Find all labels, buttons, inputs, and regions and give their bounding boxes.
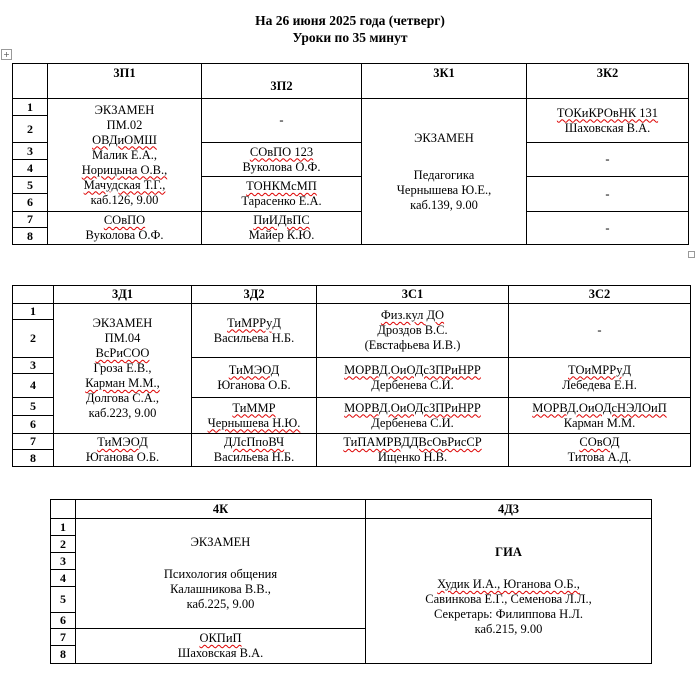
lesson-cell: ТиМРРуД Васильева Н.Б. — [192, 304, 317, 358]
lesson-number: 3 — [51, 553, 76, 570]
lesson-number: 4 — [13, 160, 48, 177]
lesson-number: 5 — [13, 398, 54, 416]
lesson-cell: СОвОД Титова А.Д. — [509, 434, 691, 467]
group-header: 3П2 — [202, 64, 362, 99]
lesson-number: 3 — [13, 143, 48, 160]
table-move-handle-icon[interactable]: + — [1, 49, 12, 60]
lesson-cell: СОвПО 123 Вуколова О.Ф. — [202, 143, 362, 177]
lesson-cell: Физ.кул ДО Дроздов В.С. (Евстафьева И.В.) — [317, 304, 509, 358]
table-resize-handle[interactable] — [688, 251, 695, 258]
lesson-number: 4 — [51, 570, 76, 587]
group-header: 4Д3 — [366, 500, 652, 519]
lesson-number: 3 — [13, 358, 54, 374]
group-header: 3П1 — [48, 64, 202, 99]
lesson-cell: СОвПО Вуколова О.Ф. — [48, 212, 202, 245]
lesson-cell: ОКПиП Шаховская В.А. — [76, 629, 366, 664]
schedule-table-2 — [12, 285, 691, 467]
lesson-cell: ДЛсПпоВЧ Васильева Н.Б. — [192, 434, 317, 467]
group-header: 3К2 — [527, 64, 689, 99]
lesson-cell: ТиМЭОД Юганова О.Б. — [192, 358, 317, 398]
lesson-cell: - — [202, 99, 362, 143]
lesson-number: 2 — [13, 320, 54, 358]
lesson-number: 2 — [51, 536, 76, 553]
lesson-number: 8 — [51, 646, 76, 664]
group-header: 3Д1 — [54, 286, 192, 304]
lesson-number: 8 — [13, 450, 54, 467]
group-header: 4К — [76, 500, 366, 519]
lesson-number: 7 — [13, 434, 54, 450]
group-header: 3С1 — [317, 286, 509, 304]
page-subtitle: Уроки по 35 минут — [292, 30, 408, 45]
schedule-table-1 — [12, 63, 689, 245]
lesson-number: 5 — [51, 587, 76, 613]
lesson-cell: ЭКЗАМЕН ПМ.02 ОВДиОМШ Малик Е.А., Норицына О.В., Мачудская Т.Г., каб.126, 9.00 — [48, 99, 202, 212]
lesson-cell: ТОКиКРОвНК 131 Шаховская В.А. — [527, 99, 689, 143]
corner-cell — [13, 64, 48, 99]
lesson-cell: ТиММР Чернышева Н.Ю. — [192, 398, 317, 434]
lesson-cell: ТОиМРРуД Лебедева Е.Н. — [509, 358, 691, 398]
page-title: На 26 июня 2025 года (четверг) — [255, 13, 445, 28]
lesson-cell: ТиМЭОД Юганова О.Б. — [54, 434, 192, 467]
lesson-number: 6 — [13, 416, 54, 434]
lesson-number: 2 — [13, 116, 48, 143]
lesson-cell: ЭКЗАМЕН Психология общения Калашникова В.В., каб.225, 9.00 — [76, 519, 366, 629]
lesson-number: 6 — [51, 613, 76, 629]
lesson-number: 4 — [13, 374, 54, 398]
lesson-cell: ЭКЗАМЕН Педагогика Чернышева Ю.Е., каб.139, 9.00 — [362, 99, 527, 245]
lesson-number: 6 — [13, 194, 48, 212]
lesson-cell: ЭКЗАМЕН ПМ.04 ВсРиСОО Гроза Е.В., Карман М.М., Долгова С.А., каб.223, 9.00 — [54, 304, 192, 434]
lesson-number: 7 — [13, 212, 48, 228]
lesson-cell: - — [509, 304, 691, 358]
lesson-cell: ПиИДвПС Майер К.Ю. — [202, 212, 362, 245]
group-header: 3К1 — [362, 64, 527, 99]
lesson-cell: ТОНКМсМП Тарасенко Е.А. — [202, 177, 362, 212]
schedule-table-3 — [50, 499, 652, 664]
group-header: 3С2 — [509, 286, 691, 304]
lesson-number: 7 — [51, 629, 76, 646]
lesson-number: 1 — [13, 99, 48, 116]
lesson-cell: - — [527, 212, 689, 245]
group-header: 3Д2 — [192, 286, 317, 304]
lesson-cell: ТиПАМРВДДВсОвРисСР Ищенко Н.В. — [317, 434, 509, 467]
lesson-cell: МОРВД.ОиОДсЗПРиНРР Дербенева С.И. — [317, 358, 509, 398]
lesson-cell: ГИА Худик И.А., Юганова О.Б., Савинкова Е.Г., Семенова Л.Л., Секретарь: Филиппова Н.Л. каб.215, 9.00 — [366, 519, 652, 664]
lesson-number: 8 — [13, 228, 48, 245]
lesson-number: 1 — [13, 304, 54, 320]
corner-cell — [13, 286, 54, 304]
lesson-number: 1 — [51, 519, 76, 536]
lesson-number: 5 — [13, 177, 48, 194]
lesson-cell: МОРВД.ОиОДсЗПРиНРР Дербенева С.И. — [317, 398, 509, 434]
lesson-cell: - — [527, 177, 689, 212]
lesson-cell: - — [527, 143, 689, 177]
corner-cell — [51, 500, 76, 519]
lesson-cell: МОРВД.ОиОДсНЭЛОиП Карман М.М. — [509, 398, 691, 434]
